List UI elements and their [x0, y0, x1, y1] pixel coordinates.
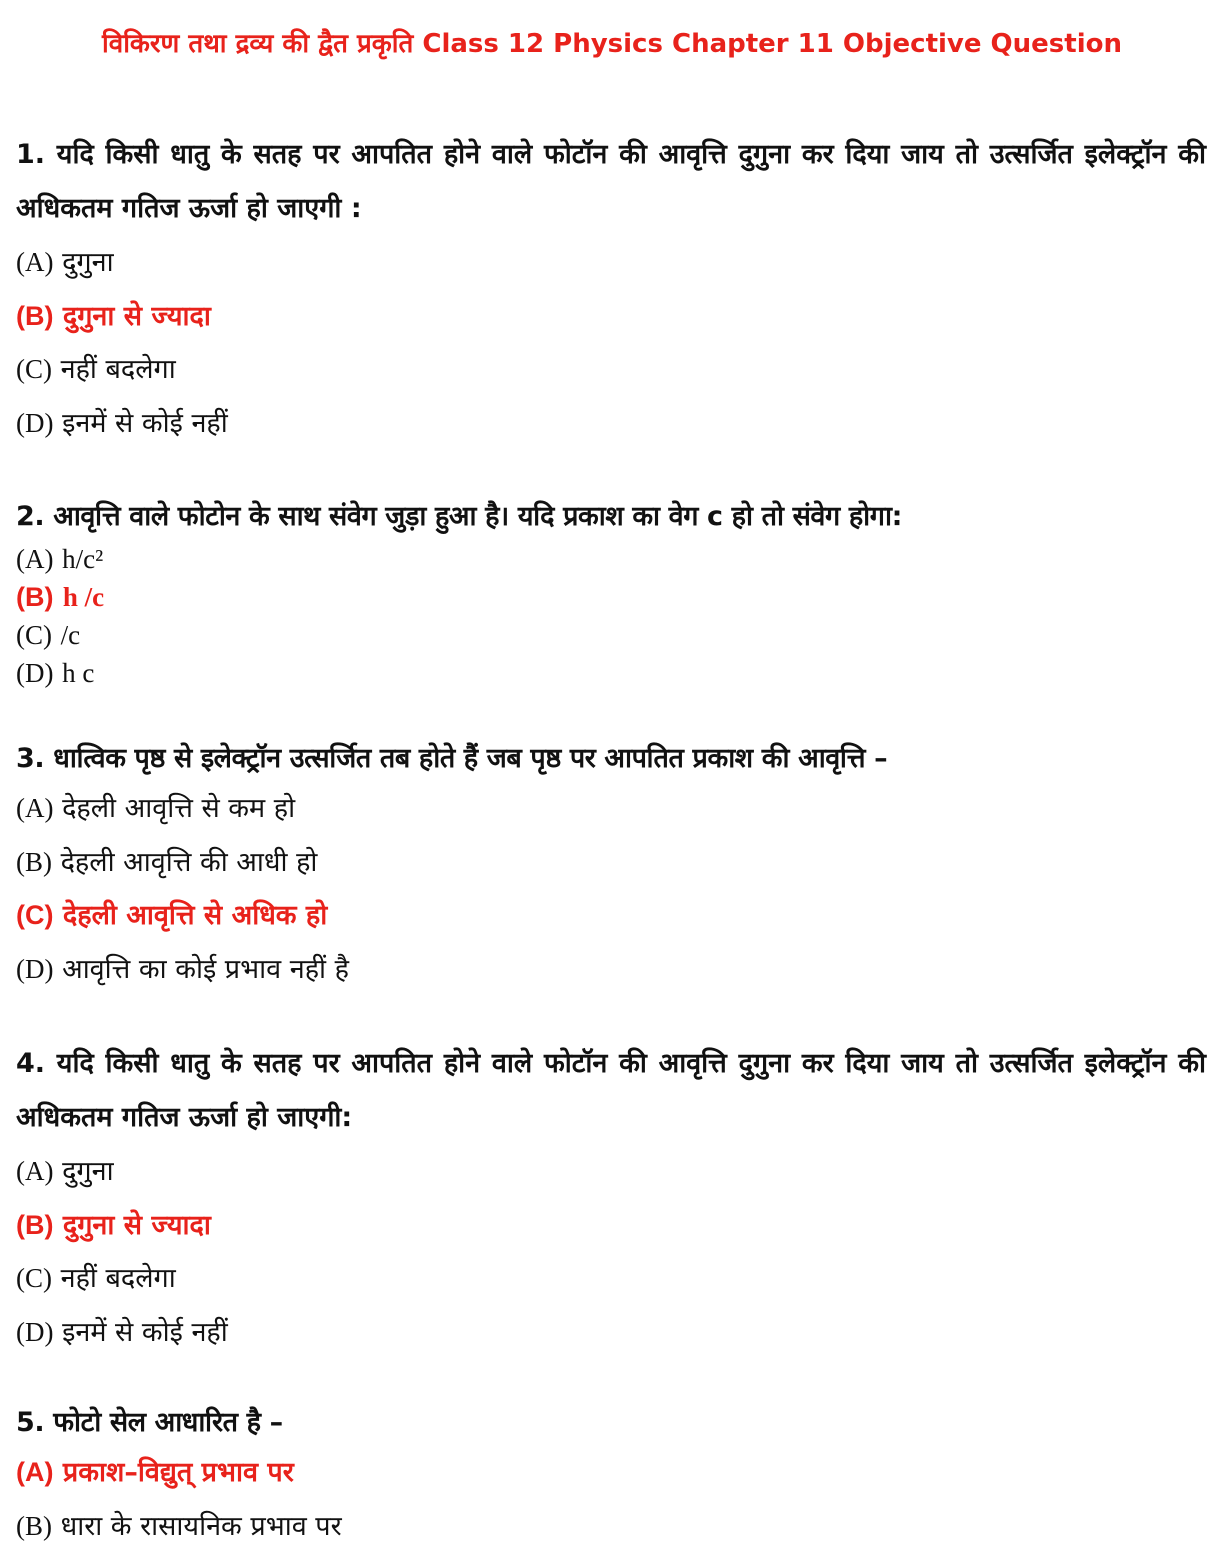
option-text: नहीं बदलेगा [60, 1263, 176, 1294]
options-list [16, 1145, 1206, 1359]
option-text: दुगुना से ज्यादा [62, 1209, 211, 1241]
question-4 [16, 1037, 1206, 1359]
option-text: /c [60, 620, 81, 650]
option-text: देहली आवृत्ति से अधिक हो [62, 900, 328, 931]
option-text: देहली आवृत्ति से कम हो [62, 793, 296, 824]
question-text: 2. आवृत्ति वाले फोटोन के साथ संवेग जुड़ा हुआ है। यदि प्रकाश का वेग c हो तो संवेग होगा: [16, 501, 902, 532]
option-label: (B) [16, 582, 54, 612]
options-list [16, 782, 1206, 996]
option-label: (A) [16, 247, 54, 277]
option-text: प्रकाश–विद्युत् प्रभाव पर [62, 1457, 294, 1488]
option-text: h /c [62, 582, 105, 612]
option-d [16, 654, 1206, 692]
option-label: (B) [16, 846, 52, 877]
question-text: 4. यदि किसी धातु के सतह पर आपतित होने वाले फोटॉन की आवृत्ति दुगुना कर दिया जाय तो उत्सर्जित इलेक्ट्रॉन की अधिकतम गतिज ऊर्जा हो जाएगी: [16, 1048, 1206, 1133]
option-text: आवृत्ति का कोई प्रभाव नहीं है [62, 953, 349, 985]
option-label: (C) [16, 620, 52, 650]
option-c [16, 343, 1206, 397]
option-label: (B) [16, 1209, 54, 1240]
options-list [16, 236, 1206, 450]
option-label: (A) [16, 793, 54, 823]
option-b [16, 1500, 1206, 1554]
option-label: (D) [16, 1316, 54, 1347]
question-text: 3. धात्विक पृष्ठ से इलेक्ट्रॉन उत्सर्जित तब होते हैं जब पृष्ठ पर आपतित प्रकाश की आवृत्ति – [16, 743, 888, 774]
option-a [16, 236, 1206, 290]
option-label: (D) [16, 658, 54, 688]
option-d [16, 1306, 1206, 1360]
option-d [16, 943, 1206, 997]
option-text: इनमें से कोई नहीं [62, 407, 228, 439]
option-label: (C) [16, 900, 54, 930]
question-5 [16, 1400, 1206, 1553]
option-text: h c [62, 658, 95, 688]
option-c [16, 1252, 1206, 1306]
option-text: इनमें से कोई नहीं [62, 1316, 228, 1348]
option-c [16, 616, 1206, 654]
option-label: (D) [16, 407, 54, 438]
option-c-correct [16, 889, 1206, 943]
option-b-correct [16, 1199, 1206, 1253]
question-text: 5. फोटो सेल आधारित है – [16, 1407, 283, 1438]
option-label: (D) [16, 953, 54, 984]
option-a-correct [16, 1446, 1206, 1500]
option-b-correct [16, 290, 1206, 344]
page-title: विकिरण तथा द्रव्य की द्वैत प्रकृति Class 12 Physics Chapter 11 Objective Question [102, 29, 1122, 59]
question-2 [16, 494, 1206, 692]
option-label: (A) [16, 1457, 54, 1487]
option-text: देहली आवृत्ति की आधी हो [60, 846, 318, 878]
question-text: 1. यदि किसी धातु के सतह पर आपतित होने वाले फोटॉन की आवृत्ति दुगुना कर दिया जाय तो उत्सर्जित इलेक्ट्रॉन की अधिकतम गतिज ऊर्जा हो जाएगी : [16, 139, 1206, 224]
option-b-correct [16, 578, 1206, 616]
option-a [16, 782, 1206, 836]
option-d [16, 397, 1206, 451]
option-b [16, 836, 1206, 890]
option-label: (A) [16, 544, 54, 574]
option-text: h/c² [62, 544, 104, 574]
option-a [16, 1145, 1206, 1199]
option-text: दुगुना [62, 1156, 114, 1187]
option-text: नहीं बदलेगा [60, 354, 176, 385]
option-label: (C) [16, 354, 52, 384]
option-text: दुगुना [62, 247, 114, 278]
option-text: धारा के रासायनिक प्रभाव पर [60, 1510, 342, 1542]
question-3 [16, 736, 1206, 996]
option-label: (B) [16, 300, 54, 331]
option-text: दुगुना से ज्यादा [62, 300, 211, 332]
option-label: (C) [16, 1263, 52, 1293]
question-1 [16, 128, 1206, 450]
option-a [16, 540, 1206, 578]
option-label: (A) [16, 1156, 54, 1186]
options-list [16, 540, 1206, 692]
option-label: (B) [16, 1510, 52, 1541]
options-list [16, 1446, 1206, 1553]
